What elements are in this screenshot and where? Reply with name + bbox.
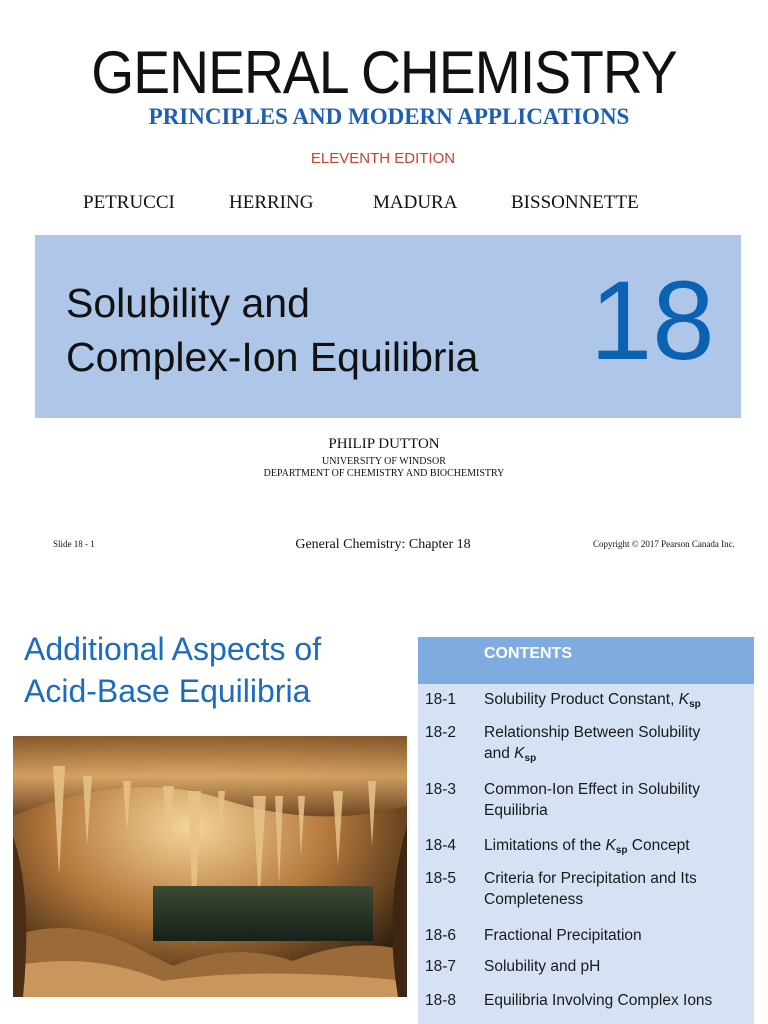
copyright-notice: Copyright © 2017 Pearson Canada Inc.: [593, 539, 735, 549]
chapter-title: [66, 276, 478, 384]
cave-photo: [13, 736, 407, 997]
chapter-title-line1: Solubility and: [66, 280, 310, 326]
author-herring: HERRING: [229, 192, 314, 213]
toc-number: 18-5: [425, 870, 457, 887]
toc-item-18-1[interactable]: [484, 689, 746, 715]
ksp-symbol: K: [678, 691, 690, 708]
footer-chapter-label: General Chemistry: Chapter 18: [295, 537, 471, 552]
ksp-subscript: sp: [689, 699, 701, 710]
toc-item-18-6[interactable]: [484, 925, 746, 946]
book-title: GENERAL CHEMISTRY: [91, 39, 677, 106]
section-heading-line1: Additional Aspects of: [24, 631, 322, 667]
toc-item-text-line2: Completeness: [484, 891, 584, 908]
presenter-name: PHILIP DUTTON: [328, 436, 440, 452]
slide-number: Slide 18 - 1: [53, 539, 95, 549]
toc-item-text: Criteria for Precipitation and Its: [484, 870, 697, 887]
section-heading: [24, 628, 321, 712]
toc-item-18-7[interactable]: [484, 956, 746, 977]
toc-number: 18-8: [425, 992, 457, 1009]
author-petrucci: PETRUCCI: [83, 192, 175, 213]
toc-item-18-3[interactable]: [484, 779, 746, 821]
contents-header: [418, 637, 754, 684]
toc-number: 18-1: [425, 691, 457, 708]
ksp-subscript: sp: [524, 753, 537, 764]
chapter-number: 18: [590, 258, 715, 383]
toc-item-18-8[interactable]: [484, 990, 746, 1011]
ksp-subscript: sp: [615, 845, 628, 856]
edition-label: ELEVENTH EDITION: [310, 150, 456, 167]
toc-item-18-2[interactable]: [484, 722, 746, 769]
toc-number: 18-2: [425, 724, 457, 741]
author-bissonnette: BISSONNETTE: [511, 192, 639, 213]
presenter-university: UNIVERSITY OF WINDSOR: [322, 456, 446, 467]
toc-number: 18-6: [425, 927, 457, 944]
book-subtitle: PRINCIPLES AND MODERN APPLICATIONS: [148, 104, 630, 129]
ksp-symbol: K: [605, 837, 616, 854]
toc-number: 18-3: [425, 781, 457, 798]
toc-item-text: Relationship Between Solubility: [484, 724, 701, 741]
toc-item-text: Solubility and pH: [484, 958, 601, 975]
cave-illustration: [13, 736, 407, 997]
author-madura: MADURA: [373, 192, 458, 213]
toc-item-text-line2: Equilibria: [484, 802, 548, 819]
chapter-title-line2: Complex-Ion Equilibria: [66, 334, 479, 380]
toc-number: 18-4: [425, 837, 457, 854]
toc-item-text: Limitations of the: [484, 837, 606, 854]
toc-item-text: Common-Ion Effect in Solubility: [484, 781, 700, 798]
toc-item-text-after: Concept: [627, 837, 690, 854]
toc-number: 18-7: [425, 958, 457, 975]
ksp-symbol: K: [514, 745, 525, 762]
toc-item-text: Equilibria Involving Complex Ions: [484, 992, 713, 1009]
contents-title: CONTENTS: [484, 645, 572, 662]
toc-item-18-5[interactable]: [484, 868, 746, 910]
section-heading-line2: Acid-Base Equilibria: [24, 673, 311, 709]
presenter-department: DEPARTMENT OF CHEMISTRY AND BIOCHEMISTRY: [263, 468, 505, 479]
toc-item-18-4[interactable]: [484, 835, 746, 861]
toc-item-text: Fractional Precipitation: [484, 927, 642, 944]
toc-item-text: Solubility Product Constant,: [484, 691, 679, 708]
toc-item-text-line2: and: [484, 745, 515, 762]
